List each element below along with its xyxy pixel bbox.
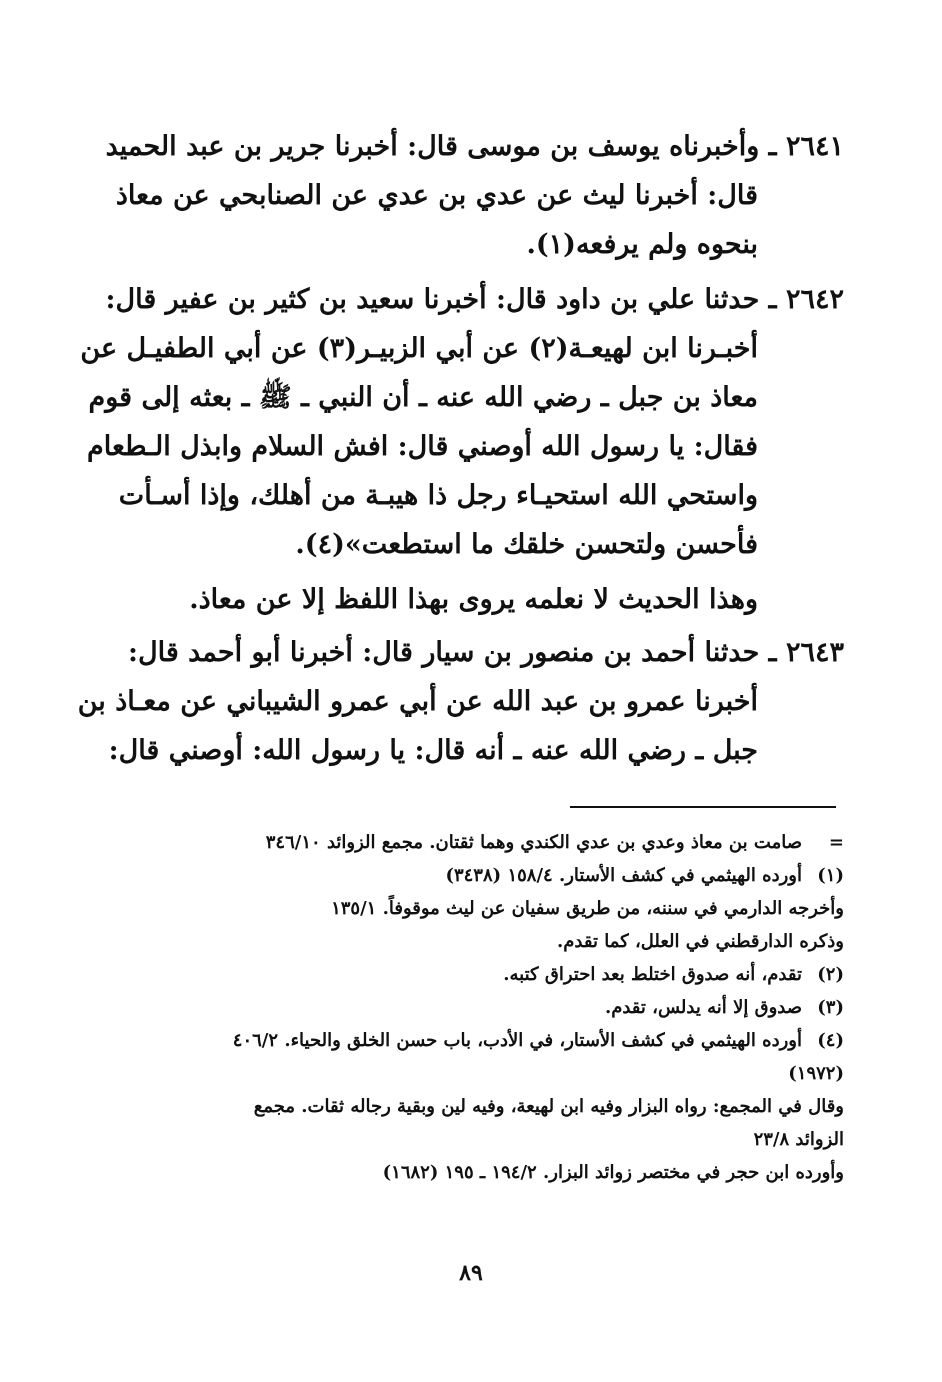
footnote-4	[104, 1024, 844, 1057]
footnote-2	[104, 958, 844, 991]
text-line: جبل ـ رضي الله عنه ـ أنه قال: يا رسول الله: أوصني قال:	[108, 735, 758, 766]
text-line: ٢٦٤٣ ـ حدثنا أحمد بن منصور بن سيار قال: أخبرنا أبو أحمد قال:	[128, 637, 844, 668]
footnote-mark: (٣)	[817, 997, 844, 1018]
footnote-continued	[104, 826, 844, 859]
text-line: فأحسن ولتحسن خلقك ما استطعت»(٤).	[295, 529, 758, 560]
footnote-line: وأخرجه الدارمي في سننه، من طريق سفيان عن ليث موقوفاً. ١٣٥/١	[331, 898, 844, 919]
footnote-mark: (٤)	[817, 1030, 844, 1051]
footnote-1	[104, 859, 844, 892]
footnote-mark: =	[828, 832, 844, 853]
footnote-line: وذكره الدارقطني في العلل، كما تقدم.	[556, 931, 844, 952]
footnote-line: الزوائد ٢٣/٨	[753, 1129, 844, 1150]
footnote-line: وأورده ابن حجر في مختصر زوائد البزار. ١٩٤/٢ ـ ١٩٥ (١٦٨٢)	[382, 1162, 844, 1183]
footnote-line: صامت بن معاذ وعدي بن عدي الكندي وهما ثقتان. مجمع الزوائد ٣٤٦/١٠	[265, 832, 802, 853]
footnote-line: (١٩٧٢)	[788, 1063, 844, 1084]
hadith-2642	[80, 275, 844, 569]
text-line: واستحي الله استحيـاء رجل ذا هيبـة من أهلك، وإذا أسـأت	[118, 480, 758, 511]
text-line: بنحوه ولم يرفعه(١).	[526, 229, 758, 260]
text-line: فقال: يا رسول الله أوصني قال: افش السلام وابذل الـطعام	[87, 431, 758, 462]
text-line: معاذ بن جبل ـ رضي الله عنه ـ أن النبي ـ ﷺ ـ بعثه إلى قوم	[88, 382, 758, 413]
footnotes	[104, 826, 844, 1189]
footnote-line: أورده الهيثمي في كشف الأستار، في الأدب، باب حسن الخلق والحياء. ٤٠٦/٢	[232, 1030, 802, 1051]
text-line: ٢٦٤٢ ـ حدثنا علي بن داود قال: أخبرنا سعيد بن كثير بن عفير قال:	[105, 284, 844, 315]
footnote-line: وقال في المجمع: رواه البزار وفيه ابن لهيعة، وفيه لين وبقية رجاله ثقات. مجمع	[253, 1096, 844, 1117]
text-line: أخبـرنا ابن لهيعـة(٢) عن أبي الزبيـر(٣) عن أبي الطفيـل عن	[80, 333, 758, 364]
text-line: أخبرنا عمرو بن عبد الله عن أبي عمرو الشيباني عن معـاذ بن	[77, 686, 758, 717]
text-line: قال: أخبرنا ليث عن عدي بن عدي عن الصنابحي عن معاذ	[115, 180, 758, 211]
hadith-2643	[77, 628, 844, 775]
footnote-line: أورده الهيثمي في كشف الأستار. ١٥٨/٤ (٣٤٣٨)	[445, 865, 802, 886]
footnote-3	[104, 991, 844, 1024]
hadith-2641	[105, 122, 844, 269]
footnote-mark: (١)	[817, 865, 844, 886]
page-number: ٨٩	[459, 1260, 483, 1286]
main-text	[77, 122, 844, 781]
footnote-mark: (٢)	[817, 964, 844, 985]
footnote-line: صدوق إلا أنه يدلس، تقدم.	[604, 997, 802, 1018]
footnote-separator	[570, 806, 836, 808]
footnote-line: تقدم، أنه صدوق اختلط بعد احتراق كتبه.	[503, 964, 802, 985]
text-line: ٢٦٤١ ـ وأخبرناه يوسف بن موسى قال: أخبرنا جرير بن عبد الحميد	[105, 131, 844, 162]
editor-note: وهذا الحديث لا نعلمه يروى بهذا اللفظ إلا عن معاذ.	[189, 584, 758, 615]
